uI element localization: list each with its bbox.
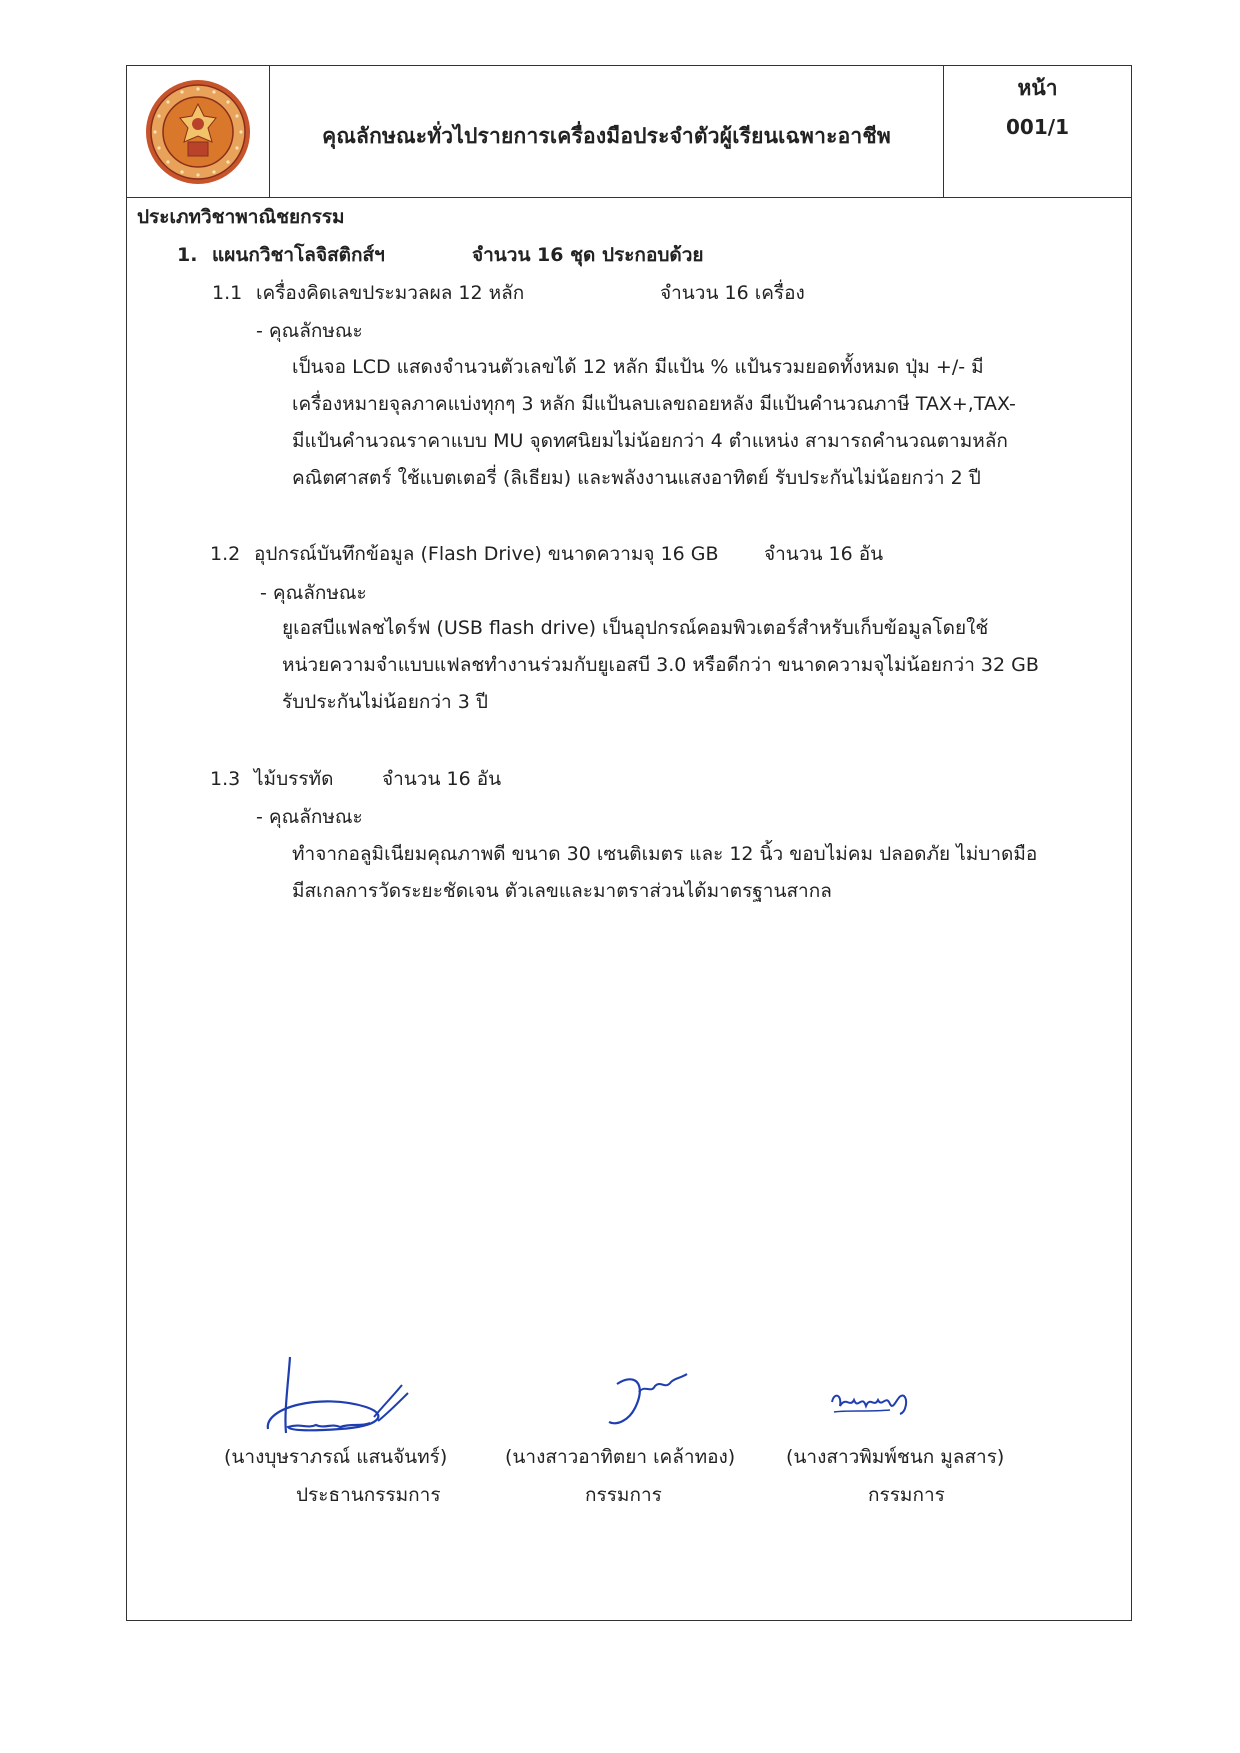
item-number: 1.1 [212, 282, 243, 304]
page-cell [944, 66, 1131, 197]
spec-line: หน่วยความจำแบบแฟลชทำงานร่วมกับยูเอสบี 3.0 หรือดีกว่า ขนาดความจุไม่น้อยกว่า 32 GB [282, 654, 1039, 676]
category-heading: ประเภทวิชาพาณิชยกรรม [137, 206, 345, 228]
logo-cell [127, 66, 270, 197]
signatory-name: (นางสาวอาทิตยา เคล้าทอง) [505, 1446, 736, 1468]
spec-line: มีแป้นคำนวณราคาแบบ MU จุดทศนิยมไม่น้อยกว่า 4 ตำแหน่ง สามารถคำนวณตามหลัก [292, 430, 1008, 452]
spec-line: คณิตศาสตร์ ใช้แบตเตอรี่ (ลิเธียม) และพลังงานแสงอาทิตย์ รับประกันไม่น้อยกว่า 2 ปี [292, 467, 981, 489]
item-number: 1.2 [210, 543, 241, 565]
document-title: คุณลักษณะทั่วไปรายการเครื่องมือประจำตัวผู้เรียนเฉพาะอาชีพ [322, 124, 891, 148]
signature-3-icon [828, 1382, 910, 1422]
item-name: อุปกรณ์บันทึกข้อมูล (Flash Drive) ขนาดความจุ 16 GB [254, 543, 719, 565]
section-name: แผนกวิชาโลจิสติกส์ฯ [212, 244, 385, 266]
spec-line: มีสเกลการวัดระยะชัดเจน ตัวเลขและมาตราส่วนได้มาตรฐานสากล [292, 880, 832, 902]
signatory-role: ประธานกรรมการ [296, 1484, 441, 1506]
document-header [127, 66, 1131, 198]
page-number: 001/1 [1006, 115, 1069, 139]
spec-line: ยูเอสบีแฟลชไดร์ฟ (USB flash drive) เป็นอุปกรณ์คอมพิวเตอร์สำหรับเก็บข้อมูลโดยใช้ [282, 617, 989, 639]
signatory-name: (นางสาวพิมพ์ชนก มูลสาร) [786, 1446, 1005, 1468]
signatory-role: กรรมการ [868, 1484, 945, 1506]
spec-label: - คุณลักษณะ [260, 582, 367, 604]
spec-line: เป็นจอ LCD แสดงจำนวนตัวเลขได้ 12 หลัก มีแป้น % แป้นรวมยอดทั้งหมด ปุ่ม +/- มี [292, 356, 984, 378]
spec-paragraph [282, 610, 1039, 721]
spec-line: เครื่องหมายจุลภาคแบ่งทุกๆ 3 หลัก มีแป้นลบเลขถอยหลัง มีแป้นคำนวณภาษี TAX+,TAX- [292, 393, 1016, 415]
spec-label: - คุณลักษณะ [256, 806, 363, 828]
signature-2-icon [605, 1370, 689, 1430]
item-quantity: จำนวน 16 อัน [764, 543, 884, 565]
item-quantity: จำนวน 16 เครื่อง [660, 282, 805, 304]
vocational-education-seal-icon [144, 78, 252, 186]
title-cell [270, 66, 944, 197]
item-name: เครื่องคิดเลขประมวลผล 12 หลัก [256, 282, 525, 304]
spec-line: ทำจากอลูมิเนียมคุณภาพดี ขนาด 30 เซนติเมตร และ 12 นิ้ว ขอบไม่คม ปลอดภัย ไม่บาดมือ [292, 843, 1038, 865]
spec-paragraph [292, 836, 1037, 910]
page-label: หน้า [1017, 76, 1058, 100]
item-number: 1.3 [210, 768, 241, 790]
section-quantity: จำนวน 16 ชุด ประกอบด้วย [472, 244, 704, 266]
signatory-role: กรรมการ [585, 1484, 662, 1506]
section-number: 1. [177, 244, 198, 266]
signatory-name: (นางบุษราภรณ์ แสนจันทร์) [224, 1446, 448, 1468]
item-quantity: จำนวน 16 อัน [382, 768, 502, 790]
spec-paragraph [292, 349, 1016, 497]
signature-1-icon [262, 1355, 412, 1437]
item-name: ไม้บรรทัด [254, 768, 334, 790]
spec-line: รับประกันไม่น้อยกว่า 3 ปี [282, 691, 488, 713]
spec-label: - คุณลักษณะ [256, 320, 363, 342]
